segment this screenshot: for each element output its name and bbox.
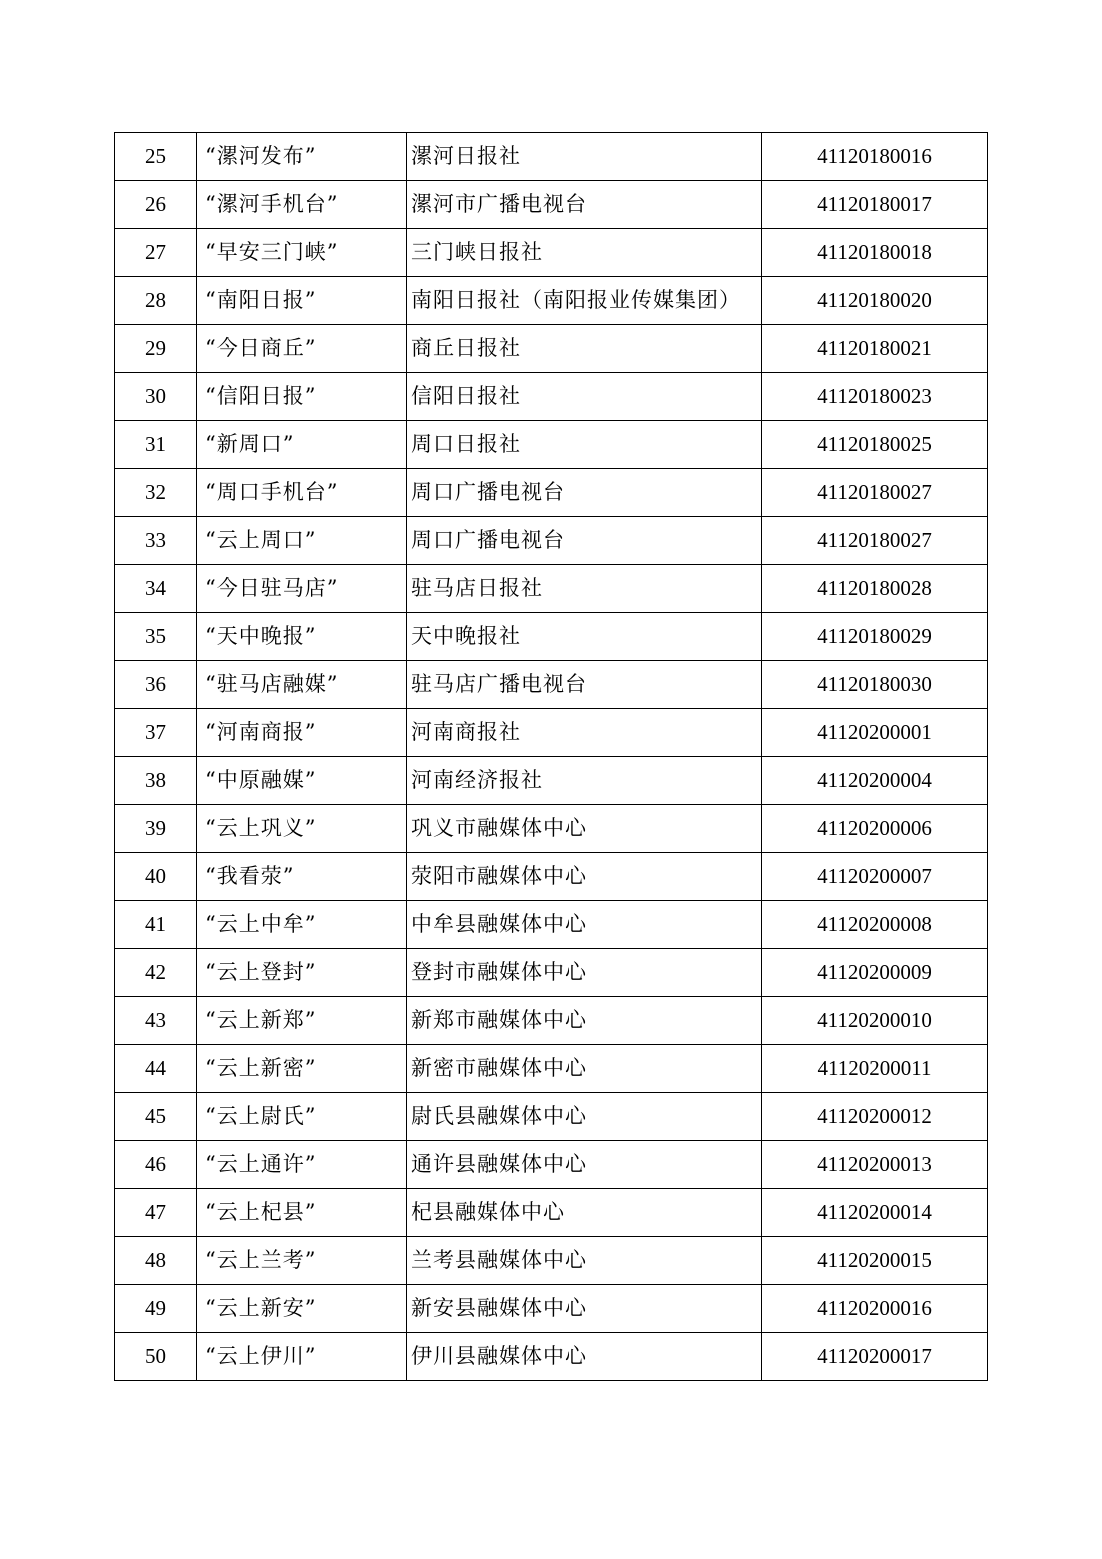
account-name-cell: “云上周口” xyxy=(197,517,407,565)
row-number-cell: 47 xyxy=(115,1189,197,1237)
registration-id-cell: 41120180025 xyxy=(762,421,988,469)
account-name-cell: “南阳日报” xyxy=(197,277,407,325)
account-name-cell: “驻马店融媒” xyxy=(197,661,407,709)
registration-id-cell: 41120180016 xyxy=(762,133,988,181)
table-row xyxy=(115,1333,988,1381)
organization-cell: 登封市融媒体中心 xyxy=(407,949,762,997)
account-name-cell: “云上巩义” xyxy=(197,805,407,853)
row-number-cell: 39 xyxy=(115,805,197,853)
row-number-cell: 49 xyxy=(115,1285,197,1333)
registration-id-cell: 41120180027 xyxy=(762,517,988,565)
registration-id-cell: 41120180023 xyxy=(762,373,988,421)
registration-id-cell: 41120180028 xyxy=(762,565,988,613)
organization-cell: 南阳日报社（南阳报业传媒集团） xyxy=(407,277,762,325)
organization-cell: 河南商报社 xyxy=(407,709,762,757)
table-row xyxy=(115,709,988,757)
account-name-cell: “云上新密” xyxy=(197,1045,407,1093)
account-name-cell: “云上登封” xyxy=(197,949,407,997)
account-name-cell: “云上兰考” xyxy=(197,1237,407,1285)
table-row xyxy=(115,1045,988,1093)
table-row xyxy=(115,853,988,901)
organization-cell: 杞县融媒体中心 xyxy=(407,1189,762,1237)
organization-cell: 新安县融媒体中心 xyxy=(407,1285,762,1333)
account-name-cell: “天中晚报” xyxy=(197,613,407,661)
row-number-cell: 30 xyxy=(115,373,197,421)
account-name-cell: “信阳日报” xyxy=(197,373,407,421)
registration-id-cell: 41120180018 xyxy=(762,229,988,277)
table-row xyxy=(115,181,988,229)
organization-cell: 周口广播电视台 xyxy=(407,517,762,565)
registration-id-cell: 41120180021 xyxy=(762,325,988,373)
table-row xyxy=(115,373,988,421)
table-row xyxy=(115,1237,988,1285)
table-row xyxy=(115,901,988,949)
row-number-cell: 45 xyxy=(115,1093,197,1141)
registration-id-cell: 41120200001 xyxy=(762,709,988,757)
table-row xyxy=(115,805,988,853)
table-row xyxy=(115,565,988,613)
organization-cell: 尉氏县融媒体中心 xyxy=(407,1093,762,1141)
row-number-cell: 33 xyxy=(115,517,197,565)
registration-id-cell: 41120200014 xyxy=(762,1189,988,1237)
organization-cell: 漯河市广播电视台 xyxy=(407,181,762,229)
registration-id-cell: 41120200007 xyxy=(762,853,988,901)
organization-cell: 通许县融媒体中心 xyxy=(407,1141,762,1189)
account-name-cell: “我看荥” xyxy=(197,853,407,901)
registry-table xyxy=(114,132,988,1381)
table-row xyxy=(115,1189,988,1237)
organization-cell: 周口广播电视台 xyxy=(407,469,762,517)
account-name-cell: “中原融媒” xyxy=(197,757,407,805)
row-number-cell: 32 xyxy=(115,469,197,517)
account-name-cell: “河南商报” xyxy=(197,709,407,757)
registration-id-cell: 41120200011 xyxy=(762,1045,988,1093)
row-number-cell: 35 xyxy=(115,613,197,661)
row-number-cell: 34 xyxy=(115,565,197,613)
row-number-cell: 40 xyxy=(115,853,197,901)
row-number-cell: 27 xyxy=(115,229,197,277)
registration-id-cell: 41120200006 xyxy=(762,805,988,853)
registration-id-cell: 41120200008 xyxy=(762,901,988,949)
table-row xyxy=(115,421,988,469)
row-number-cell: 28 xyxy=(115,277,197,325)
organization-cell: 漯河日报社 xyxy=(407,133,762,181)
registration-id-cell: 41120180020 xyxy=(762,277,988,325)
table-row xyxy=(115,757,988,805)
account-name-cell: “云上通许” xyxy=(197,1141,407,1189)
table-row xyxy=(115,613,988,661)
account-name-cell: “云上尉氏” xyxy=(197,1093,407,1141)
account-name-cell: “云上伊川” xyxy=(197,1333,407,1381)
organization-cell: 新密市融媒体中心 xyxy=(407,1045,762,1093)
row-number-cell: 37 xyxy=(115,709,197,757)
registration-id-cell: 41120200013 xyxy=(762,1141,988,1189)
row-number-cell: 25 xyxy=(115,133,197,181)
account-name-cell: “早安三门峡” xyxy=(197,229,407,277)
table-row xyxy=(115,277,988,325)
registration-id-cell: 41120180017 xyxy=(762,181,988,229)
row-number-cell: 48 xyxy=(115,1237,197,1285)
table-row xyxy=(115,133,988,181)
registration-id-cell: 41120200017 xyxy=(762,1333,988,1381)
row-number-cell: 26 xyxy=(115,181,197,229)
account-name-cell: “云上新安” xyxy=(197,1285,407,1333)
organization-cell: 兰考县融媒体中心 xyxy=(407,1237,762,1285)
registration-id-cell: 41120200015 xyxy=(762,1237,988,1285)
registration-id-cell: 41120200009 xyxy=(762,949,988,997)
registration-id-cell: 41120200004 xyxy=(762,757,988,805)
account-name-cell: “今日商丘” xyxy=(197,325,407,373)
account-name-cell: “云上中牟” xyxy=(197,901,407,949)
table-row xyxy=(115,325,988,373)
row-number-cell: 38 xyxy=(115,757,197,805)
row-number-cell: 36 xyxy=(115,661,197,709)
table-row xyxy=(115,661,988,709)
organization-cell: 中牟县融媒体中心 xyxy=(407,901,762,949)
row-number-cell: 42 xyxy=(115,949,197,997)
organization-cell: 巩义市融媒体中心 xyxy=(407,805,762,853)
organization-cell: 新郑市融媒体中心 xyxy=(407,997,762,1045)
row-number-cell: 50 xyxy=(115,1333,197,1381)
account-name-cell: “新周口” xyxy=(197,421,407,469)
registration-id-cell: 41120180030 xyxy=(762,661,988,709)
table-row xyxy=(115,229,988,277)
registration-id-cell: 41120200010 xyxy=(762,997,988,1045)
account-name-cell: “今日驻马店” xyxy=(197,565,407,613)
account-name-cell: “云上杞县” xyxy=(197,1189,407,1237)
organization-cell: 河南经济报社 xyxy=(407,757,762,805)
registration-id-cell: 41120200012 xyxy=(762,1093,988,1141)
row-number-cell: 46 xyxy=(115,1141,197,1189)
account-name-cell: “云上新郑” xyxy=(197,997,407,1045)
registration-id-cell: 41120180027 xyxy=(762,469,988,517)
table-row xyxy=(115,949,988,997)
table-row xyxy=(115,1093,988,1141)
table-row xyxy=(115,469,988,517)
registry-table-body xyxy=(115,133,988,1381)
table-row xyxy=(115,1141,988,1189)
row-number-cell: 31 xyxy=(115,421,197,469)
organization-cell: 信阳日报社 xyxy=(407,373,762,421)
table-row xyxy=(115,997,988,1045)
account-name-cell: “漯河手机台” xyxy=(197,181,407,229)
account-name-cell: “漯河发布” xyxy=(197,133,407,181)
registration-id-cell: 41120200016 xyxy=(762,1285,988,1333)
organization-cell: 商丘日报社 xyxy=(407,325,762,373)
organization-cell: 三门峡日报社 xyxy=(407,229,762,277)
organization-cell: 伊川县融媒体中心 xyxy=(407,1333,762,1381)
organization-cell: 荥阳市融媒体中心 xyxy=(407,853,762,901)
row-number-cell: 29 xyxy=(115,325,197,373)
row-number-cell: 41 xyxy=(115,901,197,949)
account-name-cell: “周口手机台” xyxy=(197,469,407,517)
registration-id-cell: 41120180029 xyxy=(762,613,988,661)
organization-cell: 驻马店广播电视台 xyxy=(407,661,762,709)
organization-cell: 天中晚报社 xyxy=(407,613,762,661)
organization-cell: 周口日报社 xyxy=(407,421,762,469)
row-number-cell: 43 xyxy=(115,997,197,1045)
row-number-cell: 44 xyxy=(115,1045,197,1093)
table-row xyxy=(115,517,988,565)
table-row xyxy=(115,1285,988,1333)
organization-cell: 驻马店日报社 xyxy=(407,565,762,613)
